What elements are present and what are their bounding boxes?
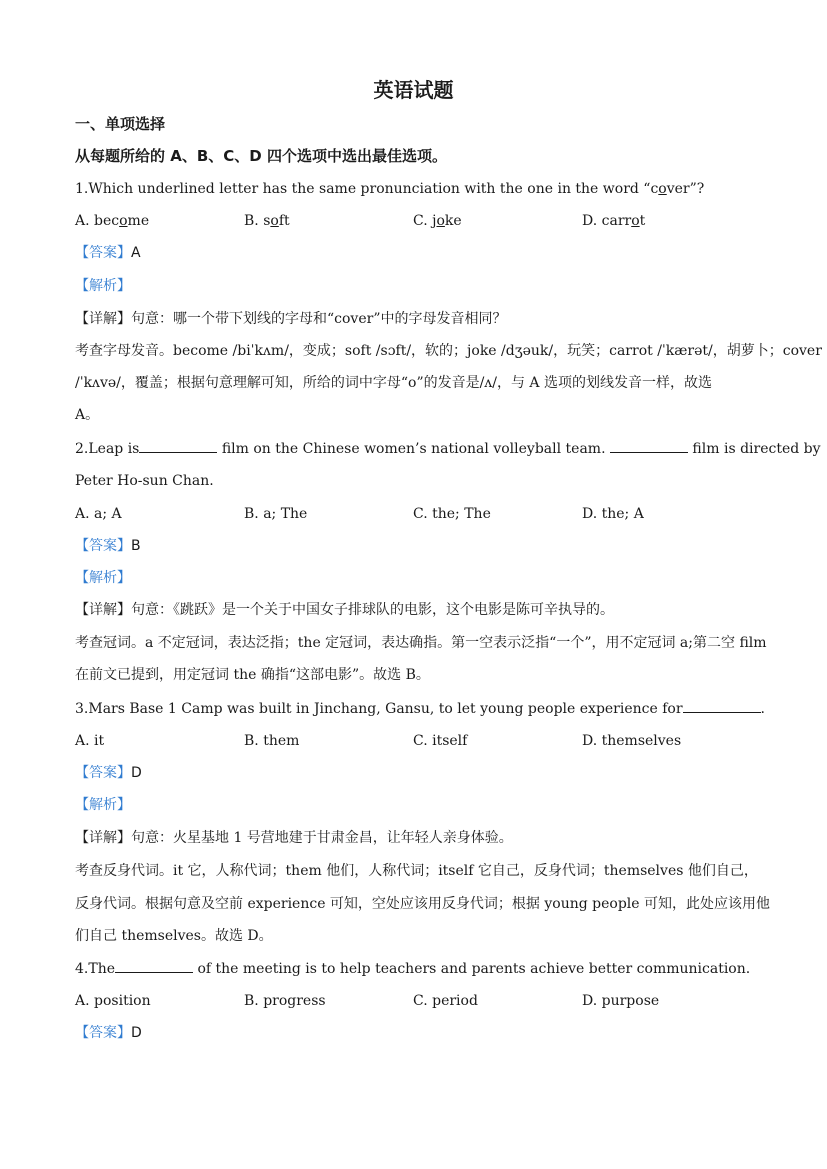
q2-blank-1 xyxy=(139,440,217,453)
q1-detail-2: 考查字母发音。become /biˈkʌm/，变成；soft /sɔft/，软的；joke /dʒəuk/，玩笑；carrot /ˈkærət/，胡萝卜；cover xyxy=(75,343,822,359)
q2-analysis-label: 【解析】 xyxy=(75,570,131,586)
q2-stem-2: Peter Ho-sun Chan. xyxy=(75,473,214,489)
instruction: 从每题所给的 A、B、C、D 四个选项中选出最佳选项。 xyxy=(75,147,447,165)
page-title: 英语试题 xyxy=(373,78,454,102)
q2-answer: 【答案】B xyxy=(75,538,141,554)
q1-analysis-label: 【解析】 xyxy=(75,278,131,294)
q2-option-c: C. the; The xyxy=(413,506,491,522)
q1-answer: 【答案】A xyxy=(75,245,141,261)
q2-option-b: B. a; The xyxy=(244,506,308,522)
q3-option-d: D. themselves xyxy=(582,733,682,749)
q3-detail-2: 考查反身代词。it 它，人称代词；them 他们，人称代词；itself 它自己，反身代词；themselves 他们自己， xyxy=(75,863,758,879)
q3-option-a: A. it xyxy=(75,733,105,749)
q2-option-a: A. a; A xyxy=(75,506,122,522)
q2-options xyxy=(75,505,755,523)
q1-stem: 1.Which underlined letter has the same pronunciation with the one in the word “cover”? xyxy=(75,181,705,197)
q1-option-d: D. carrot xyxy=(582,213,646,229)
q3-detail-1: 【详解】句意：火星基地 1 号营地建于甘肃金昌，让年轻人亲身体验。 xyxy=(75,830,513,846)
q1-option-b: B. soft xyxy=(244,213,290,229)
q2-detail-1: 【详解】句意：《跳跃》是一个关于中国女子排球队的电影，这个电影是陈可辛执导的。 xyxy=(75,602,614,618)
q1-detail-3: /ˈkʌvə/，覆盖；根据句意理解可知，所给的词中字母“o”的发音是/ʌ/，与 A 选项的划线发音一样，故选 xyxy=(75,375,712,391)
q1-option-c: C. joke xyxy=(413,213,462,229)
q1-options xyxy=(75,212,755,230)
q4-answer: 【答案】D xyxy=(75,1025,142,1041)
q1-detail-1: 【详解】句意：哪一个带下划线的字母和“cover”中的字母发音相同？ xyxy=(75,311,507,327)
q3-detail-4: 们自己 themselves。故选 D。 xyxy=(75,928,273,944)
q4-option-b: B. progress xyxy=(244,993,326,1009)
q4-blank xyxy=(115,960,193,973)
q2-option-d: D. the; A xyxy=(582,506,644,522)
q3-answer: 【答案】D xyxy=(75,765,142,781)
q3-option-b: B. them xyxy=(244,733,300,749)
q3-option-c: C. itself xyxy=(413,733,468,749)
q2-detail-2: 考查冠词。a 不定冠词，表达泛指；the 定冠词，表达确指。第一空表示泛指“一个”，用不定冠词 a;第二空 film xyxy=(75,635,767,651)
section-heading: 一、单项选择 xyxy=(75,115,166,133)
q2-stem-1: 2.Leap is film on the Chinese women’s national volleyball team. film is directed by xyxy=(75,441,821,457)
q1-detail-4: A。 xyxy=(75,407,100,423)
q2-detail-3: 在前文已提到，用定冠词 the 确指“这部电影”。故选 B。 xyxy=(75,667,430,683)
q3-options xyxy=(75,732,755,750)
q4-option-d: D. purpose xyxy=(582,993,660,1009)
q4-options xyxy=(75,992,755,1010)
q3-stem: 3.Mars Base 1 Camp was built in Jinchang, Gansu, to let young people experience for . xyxy=(75,701,765,717)
q1-option-a: A. become xyxy=(75,213,150,229)
q3-detail-3: 反身代词。根据句意及空前 experience 可知，空处应该用反身代词；根据 young people 可知，此处应该用他 xyxy=(75,896,771,912)
q3-blank xyxy=(683,700,761,713)
q2-blank-2 xyxy=(610,440,688,453)
q4-stem: 4.The of the meeting is to help teachers and parents achieve better communication. xyxy=(75,961,751,977)
q4-option-c: C. period xyxy=(413,993,478,1009)
q4-option-a: A. position xyxy=(75,993,151,1009)
q3-analysis-label: 【解析】 xyxy=(75,797,131,813)
